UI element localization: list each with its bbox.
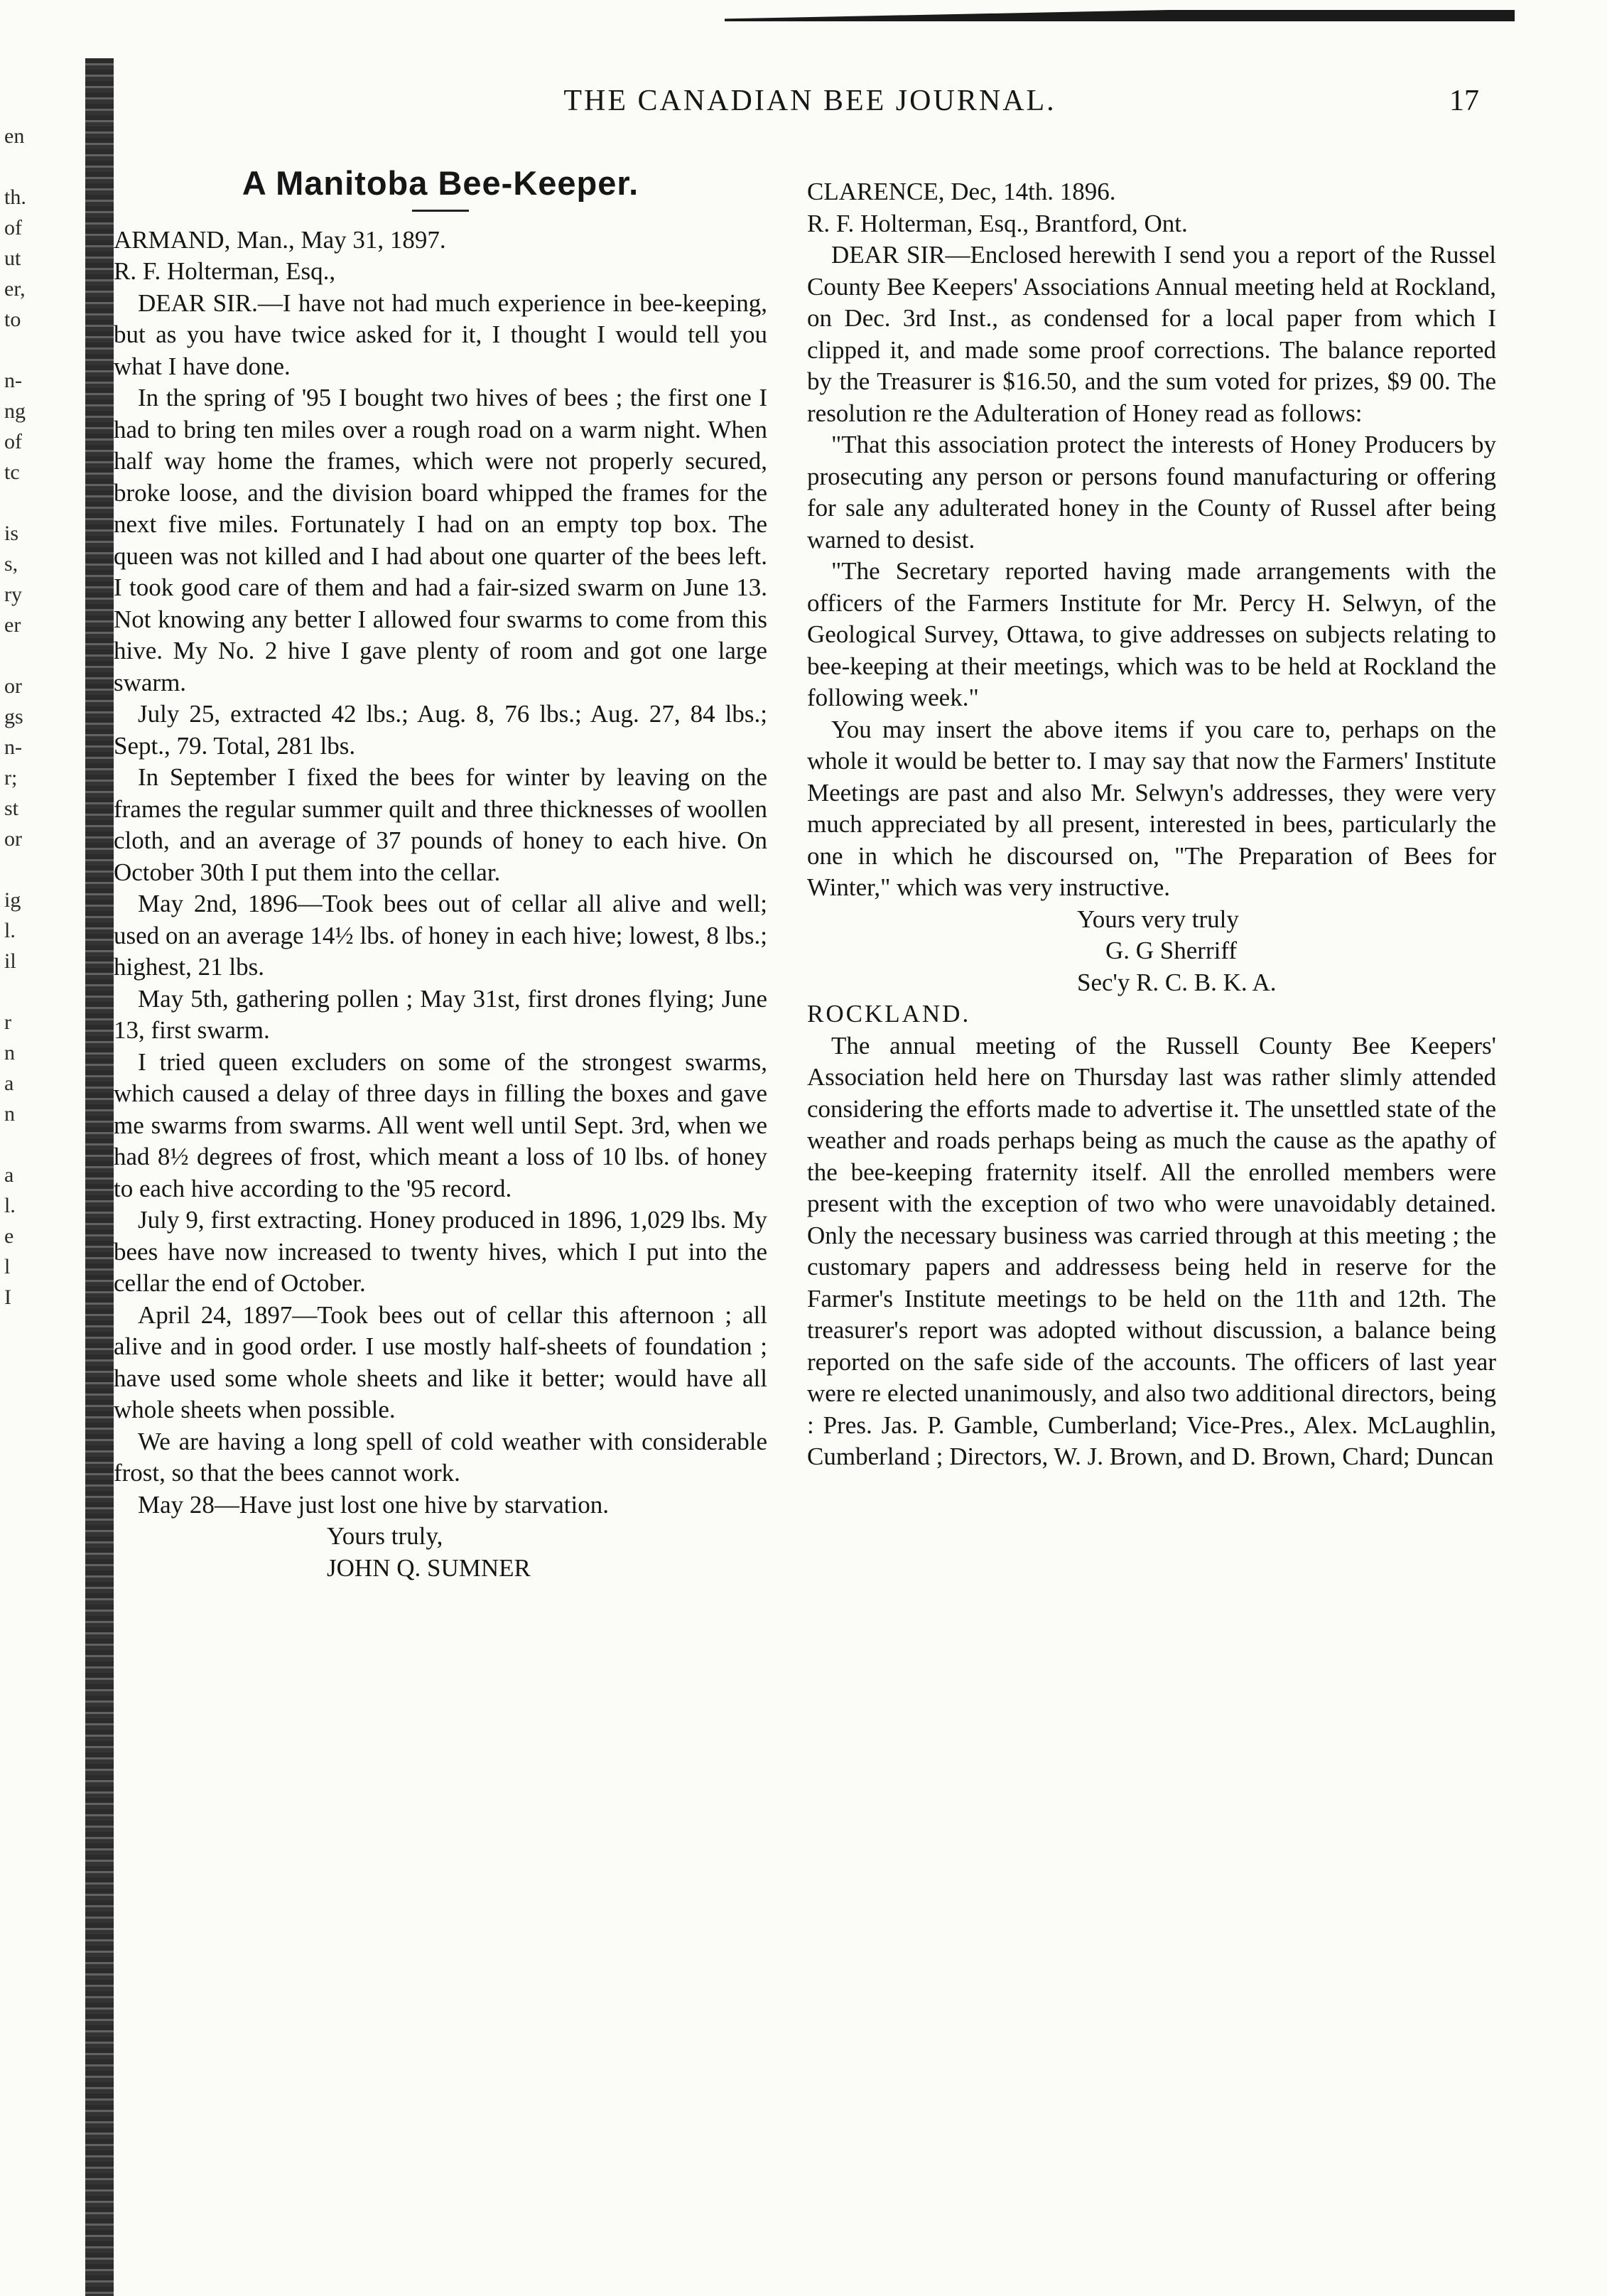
article-paragraph: July 25, extracted 42 lbs.; Aug. 8, 76 lbs.; Aug. 27, 84 lbs.; Sept., 79. Total, 281 lbs. xyxy=(114,700,767,760)
margin-fragment: gs xyxy=(4,705,23,728)
margin-fragment: ry xyxy=(4,583,22,606)
margin-fragment xyxy=(4,1129,68,1160)
margin-fragment: th. xyxy=(4,185,26,209)
margin-fragment: to xyxy=(4,308,21,331)
letter-paragraph: "That this association protect the interests of Honey Producers by prosecuting any person or persons found manufacturing or offering for sale any adulterated honey in the County of Russel after being warned to desist. xyxy=(807,431,1496,554)
right-column xyxy=(807,168,1496,1473)
margin-fragment xyxy=(4,976,68,1007)
article-dateline: ARMAND, Man., May 31, 1897. xyxy=(114,225,446,254)
margin-fragment: il xyxy=(4,949,16,973)
letter-paragraph: "The Secretary reported having made arrangements with the officers of the Farmers Institute for Mr. Percy H. Selwyn, of the Geological Survey, Ottawa, to give addresses on subjects relating to bee-keeping at their meetings, which was to be held at Rockland the following week." xyxy=(807,557,1496,711)
margin-fragment: I xyxy=(4,1286,11,1309)
margin-fragment: e xyxy=(4,1224,14,1248)
left-column xyxy=(114,164,767,1584)
margin-fragment: ut xyxy=(4,247,21,270)
margin-fragment xyxy=(4,335,68,365)
section-paragraph: The annual meeting of the Russell County Bee Keepers' Association held here on Thursday last was rather slimly attended considering the efforts made to advertise it. The unsettled state of the weather and roads perhaps being as much the cause as the apathy of the bee-keeping fraternity itself. All the enrolled members were present with the exception of two who were unavoidably detained. Only the necessary business was carried through at this meeting ; the customary papers and addressess being held in reserve for the Farmer's Institute meetings to be held on the 11th and 12th. The treasurer's report was adopted without discussion, a balance being reported on the safe side of the accounts. The officers of last year were re elected unanimously, and also two additional directors, being : Pres. Jas. P. Gamble, Cumberland; Vice-Pres., Alex. McLaughlin, Cumberland ; Directors, W. J. Brown, and D. Brown, Chard; Duncan xyxy=(807,1031,1496,1470)
letter-signature-name: G. G Sherriff xyxy=(1105,937,1238,964)
margin-fragment: en xyxy=(4,124,25,148)
margin-fragment: n- xyxy=(4,369,22,392)
article-paragraph: We are having a long spell of cold weather with considerable frost, so that the bees cannot work. xyxy=(114,1427,767,1487)
margin-fragment: r; xyxy=(4,766,18,789)
letter-dateline: CLARENCE, Dec, 14th. 1896. xyxy=(807,178,1116,205)
margin-fragment: n xyxy=(4,1041,15,1065)
margin-fragment: n xyxy=(4,1102,15,1126)
letter-closing: Yours very truly xyxy=(1077,905,1239,933)
article-closing: Yours truly, xyxy=(327,1522,443,1550)
margin-fragment: l. xyxy=(4,1194,16,1217)
article-paragraph: May 5th, gathering pollen ; May 31st, first drones flying; June 13, first swarm. xyxy=(114,984,767,1044)
margin-fragment: of xyxy=(4,430,22,453)
margin-fragment: or xyxy=(4,827,22,851)
page-number: 17 xyxy=(1449,85,1479,117)
margin-fragment: s, xyxy=(4,552,18,576)
margin-fragment: or xyxy=(4,674,22,698)
article-paragraph: May 28—Have just lost one hive by starvation. xyxy=(138,1490,609,1519)
article-signature: JOHN Q. SUMNER xyxy=(327,1553,531,1582)
article-paragraph: April 24, 1897—Took bees out of cellar this afternoon ; all alive and in good order. I use mostly half-sheets of foundation ; have used some whole sheets and like it better; would have all whole sheets when possible. xyxy=(114,1300,767,1423)
adjacent-page-fragments xyxy=(4,121,68,1897)
margin-fragment: er xyxy=(4,613,21,637)
margin-fragment: l xyxy=(4,1255,11,1278)
margin-fragment: a xyxy=(4,1163,14,1187)
article-paragraph: May 2nd, 1896—Took bees out of cellar all alive and well; used on an average 14½ lbs. of honey in each hive; lowest, 8 lbs.; highest, 21 lbs. xyxy=(114,890,767,981)
margin-fragment xyxy=(4,151,68,182)
section-title: ROCKLAND. xyxy=(807,1000,971,1028)
margin-fragment: er, xyxy=(4,277,26,301)
margin-fragment: a xyxy=(4,1072,14,1095)
margin-fragment xyxy=(4,487,68,518)
margin-fragment: l. xyxy=(4,919,16,942)
article-salutation: R. F. Holterman, Esq., xyxy=(114,257,336,285)
article-paragraph: In the spring of '95 I bought two hives of bees ; the first one I had to bring ten miles over a rough road on a warm night. When half way home the frames, which were not properly secured, broke loose, and the division board whipped the frames for the next five miles. Fortunately I had on an empty top box. The queen was not killed and I had about one quarter of the bees left. I took good care of them and had a fair-sized swarm on June 13. Not knowing any better I allowed four swarms to come from this hive. My No. 2 hive I gave plenty of room and got one large swarm. xyxy=(114,384,767,696)
binding-edge xyxy=(85,58,114,2296)
letter-paragraph: DEAR SIR—Enclosed herewith I send you a report of the Russel County Bee Keepers' Associations Annual meeting held at Rockland, on Dec. 3rd Inst., as condensed for a local paper from which I clipped it, and made some proof corrections. The balance reported by the Treasurer is $16.50, and the sum voted for prizes, $9 00. The resolution re the Adulteration of Honey read as follows: xyxy=(807,241,1496,427)
margin-fragment xyxy=(4,640,68,671)
article-paragraph: DEAR SIR.—I have not had much experience in bee-keeping, but as you have twice asked for it, I thought I would tell you what I have done. xyxy=(114,289,767,380)
article-paragraph: July 9, first extracting. Honey produced in 1896, 1,029 lbs. My bees have now increased to twenty hives, which I put into the cellar the end of October. xyxy=(114,1206,767,1297)
margin-fragment xyxy=(4,854,68,885)
margin-fragment: n- xyxy=(4,735,22,759)
article-title: A Manitoba Bee-Keeper. xyxy=(242,164,639,202)
top-rule xyxy=(725,0,1515,31)
margin-fragment: ng xyxy=(4,399,26,423)
running-header: THE CANADIAN BEE JOURNAL. xyxy=(563,85,1056,117)
margin-fragment: st xyxy=(4,797,19,820)
title-rule xyxy=(412,210,469,212)
letter-salutation: R. F. Holterman, Esq., Brantford, Ont. xyxy=(807,209,1188,237)
letter-paragraph: You may insert the above items if you care to, perhaps on the whole it would be better to. I may say that now the Farmers' Institute Meetings are past and also Mr. Selwyn's addresses, they were very much appreciated by all present, interested in bees, particularly the one in which he discoursed on, "The Preparation of Bees for Winter," which was very instructive. xyxy=(807,715,1496,901)
margin-fragment: tc xyxy=(4,460,20,484)
letter-signature-title: Sec'y R. C. B. K. A. xyxy=(1077,968,1277,996)
margin-fragment: ig xyxy=(4,888,21,912)
margin-fragment: r xyxy=(4,1010,11,1034)
article-paragraph: I tried queen excluders on some of the strongest swarms, which caused a delay of three days in filling the boxes and gave me swarms from swarms. All went well until Sept. 3rd, when we had 8½ degrees of frost, which meant a loss of 10 lbs. of honey to each hive according to the '95 record. xyxy=(114,1047,767,1202)
margin-fragment: of xyxy=(4,216,22,239)
margin-fragment: is xyxy=(4,522,19,545)
article-paragraph: In September I fixed the bees for winter by leaving on the frames the regular summer quilt and three thicknesses of woollen cloth, and an average of 37 pounds of honey to each hive. On October 30th I put them into the cellar. xyxy=(114,763,767,886)
